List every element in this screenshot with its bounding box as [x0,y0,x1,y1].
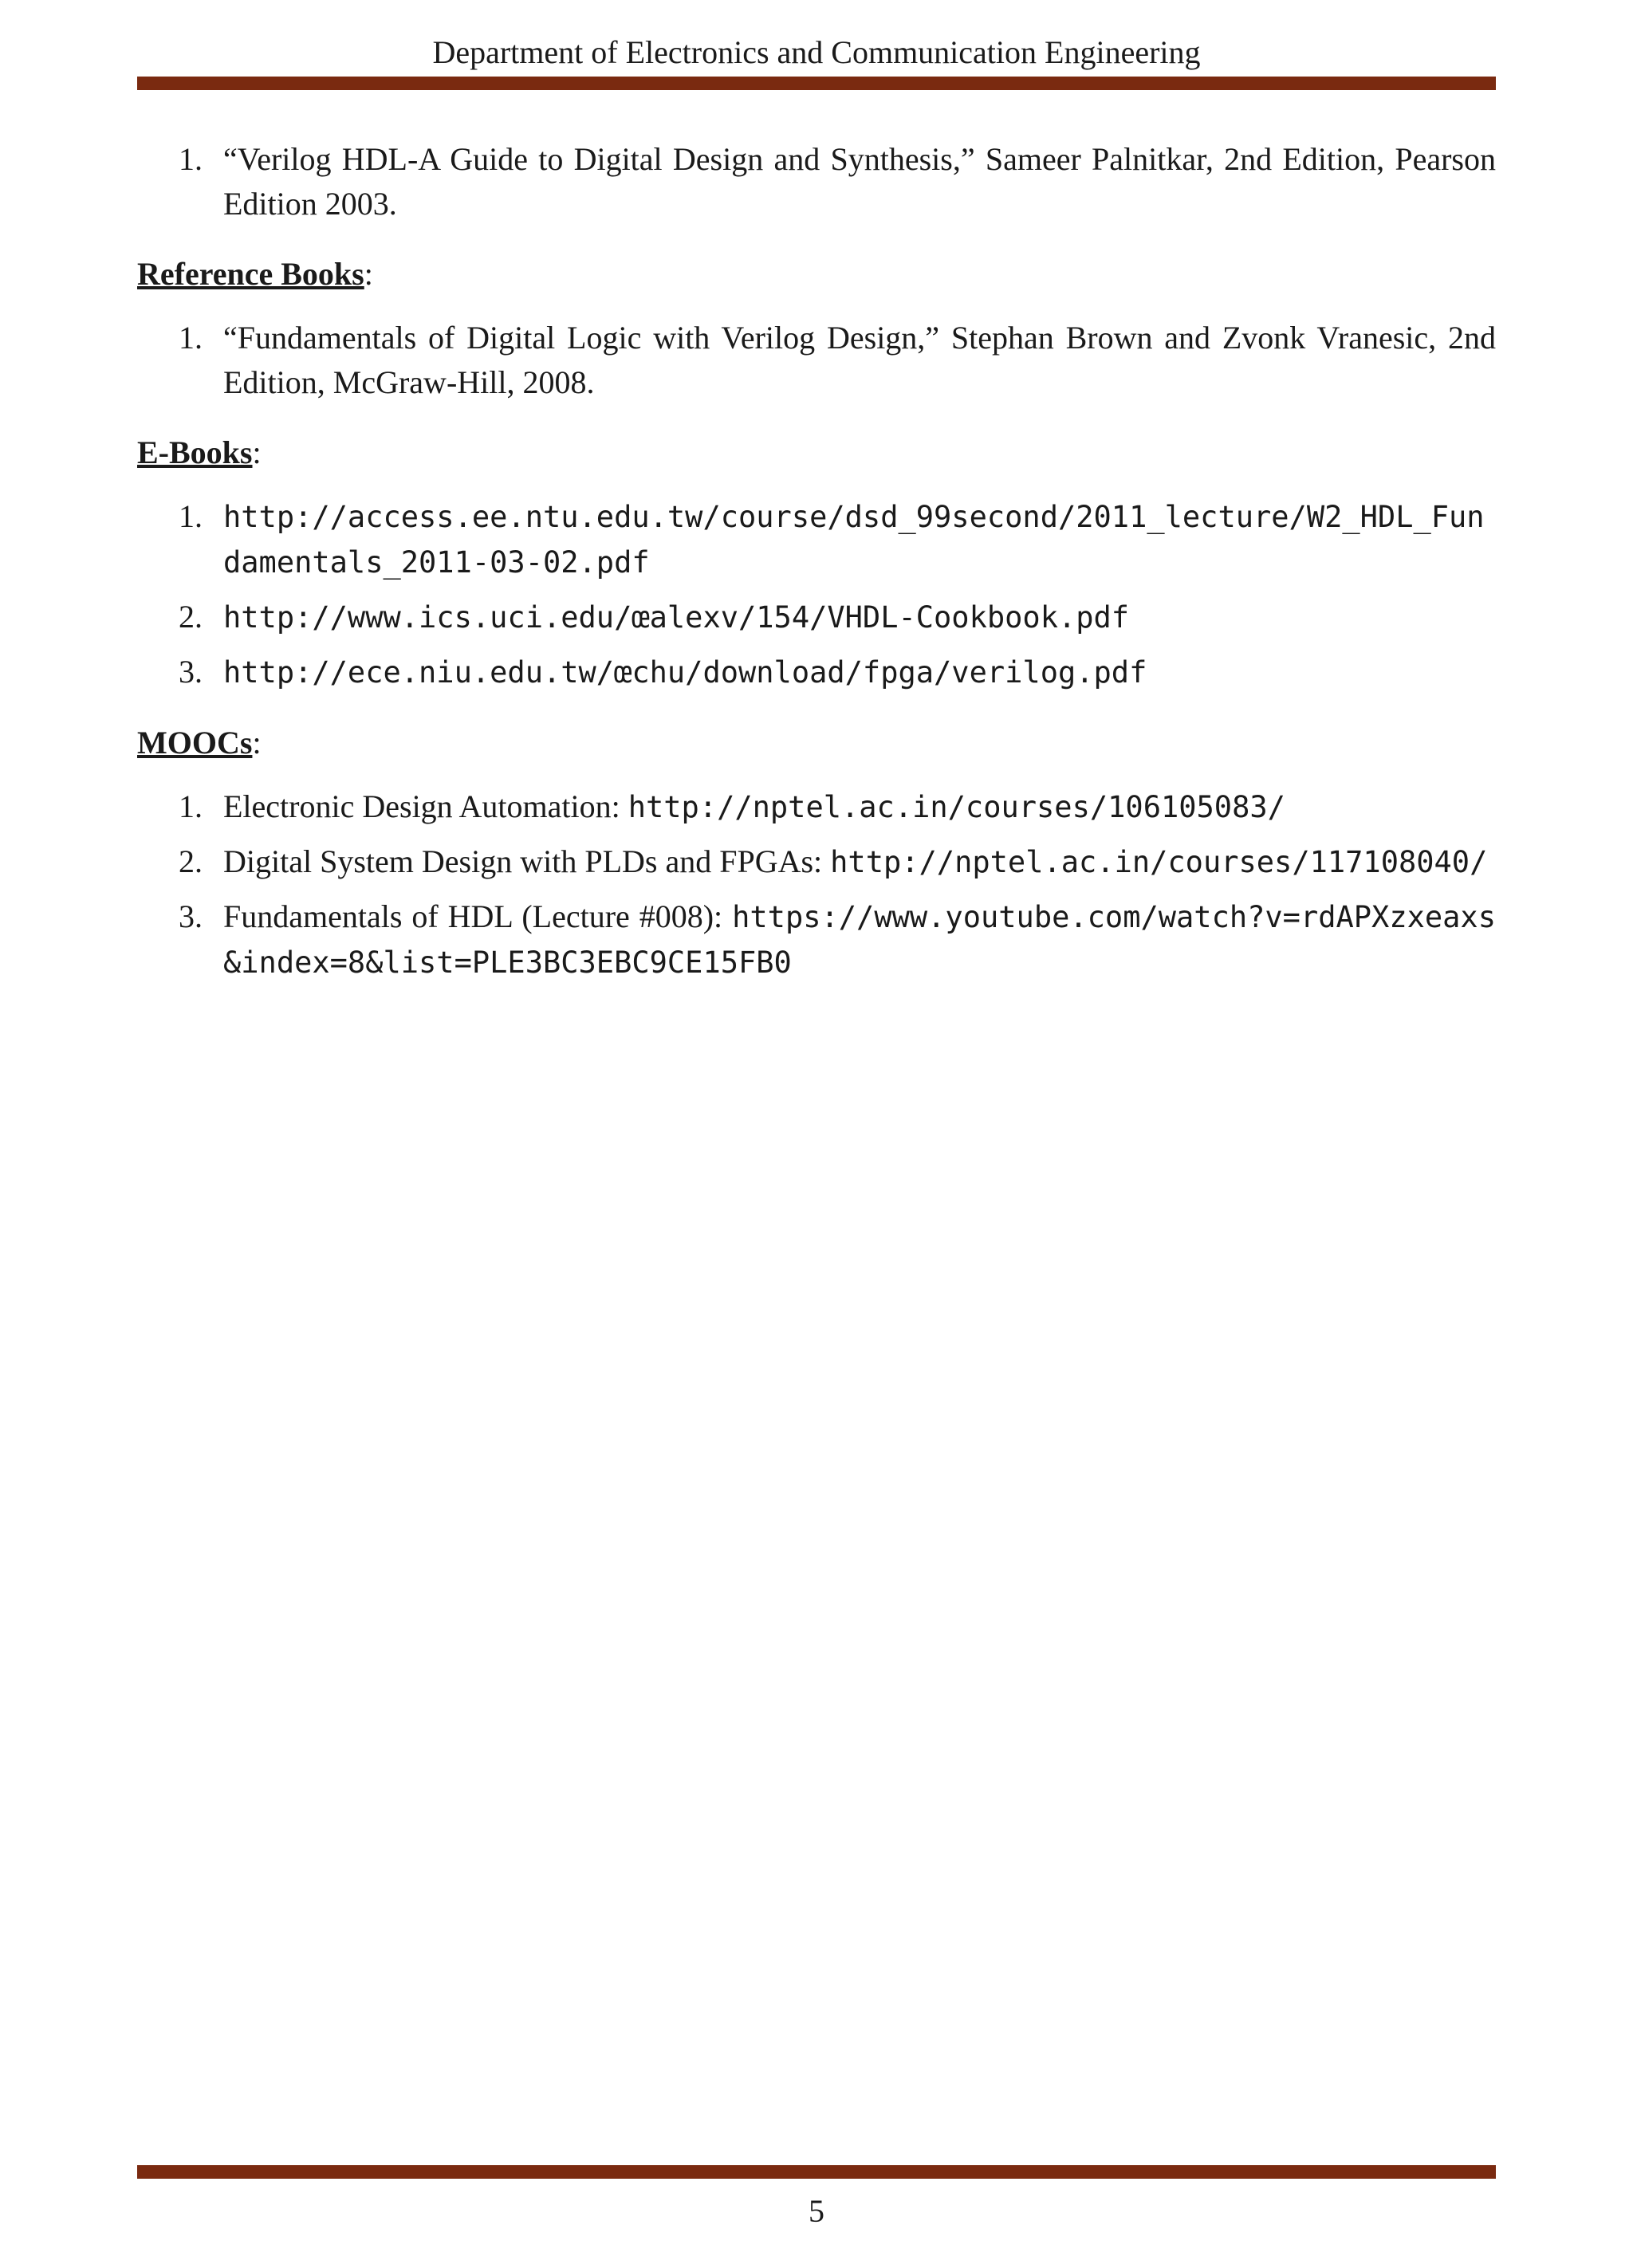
section-heading-text: MOOCs [137,725,253,761]
mooc-link[interactable]: http://nptel.ac.in/courses/117108040/ [830,845,1488,879]
list-item [137,894,1496,985]
heading-colon: : [364,256,373,292]
item-number: 3. [179,654,203,690]
ebooks-list [137,494,1496,695]
item-number: 1. [179,141,203,177]
item-number: 1. [179,788,203,824]
list-item [137,595,1496,640]
ebooks-heading [137,430,1496,475]
item-number: 3. [179,898,203,934]
ebook-link[interactable]: http://www.ics.uci.edu/œalexv/154/VHDL-Cookbook.pdf [223,600,1130,635]
mooc-link[interactable]: https://www.youtube.com/watch?v=rdAPXzxeaxs&index=8&list=PLE3BC3EBC9CE15FB0 [223,900,1496,980]
list-item [137,784,1496,830]
mooc-link[interactable]: http://nptel.ac.in/courses/106105083/ [628,790,1285,824]
item-number: 2. [179,843,203,879]
list-item [137,316,1496,405]
book-citation: “Fundamentals of Digital Logic with Verilog Design,” Stephan Brown and Zvonk Vranesic, 2nd Edition, McGraw-Hill, 2008. [223,320,1496,400]
heading-colon: : [252,434,262,470]
moocs-list [137,784,1496,985]
list-item [137,137,1496,226]
page-number: 5 [809,2193,824,2229]
heading-colon: : [252,725,262,761]
section-heading-text: E-Books [137,434,253,470]
mooc-title: Fundamentals of HDL (Lecture #008): [223,898,733,934]
ebook-link[interactable]: http://ece.niu.edu.tw/œchu/download/fpga/verilog.pdf [223,655,1147,690]
header-rule [137,77,1496,90]
item-number: 2. [179,599,203,635]
text-books-list [137,137,1496,226]
reference-books-list [137,316,1496,405]
ebook-link[interactable]: http://access.ee.ntu.edu.tw/course/dsd_99second/2011_lecture/W2_HDL_Fundamentals_2011-03-02.pdf [223,500,1485,580]
mooc-title: Electronic Design Automation: [223,788,628,824]
reference-books-heading [137,252,1496,297]
list-item [137,650,1496,695]
page-content [137,137,1496,1011]
mooc-title: Digital System Design with PLDs and FPGAs: [223,843,831,879]
list-item [137,839,1496,885]
item-number: 1. [179,498,203,534]
footer-rule [137,2165,1496,2179]
item-number: 1. [179,320,203,356]
book-citation: “Verilog HDL-A Guide to Digital Design and Synthesis,” Sameer Palnitkar, 2nd Edition, Pearson Edition 2003. [223,141,1496,222]
section-heading-text: Reference Books [137,256,364,292]
page-header-title: Department of Electronics and Communication Engineering [432,34,1201,70]
list-item [137,494,1496,585]
moocs-heading [137,721,1496,765]
